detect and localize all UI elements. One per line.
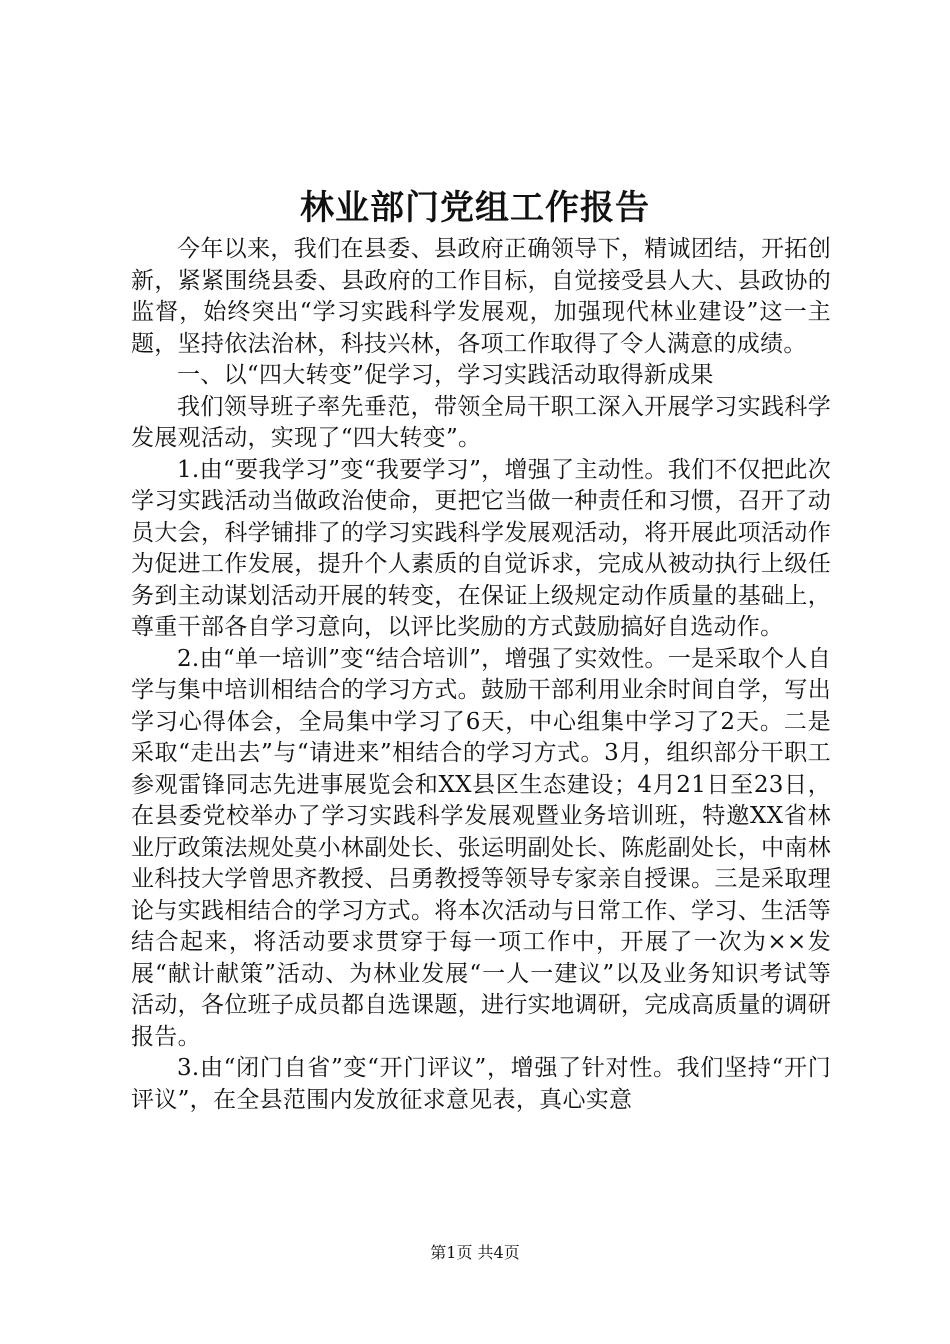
paragraph-item-2: 2.由“单一培训”变“结合培训”，增强了实效性。一是采取个人自学与集中培训相结合的学习方式。鼓励干部利用业余时间自学，写出学习心得体会，全局集中学习了6天，中心组集中学习了2天。二是采取“走出去”与“请进来”相结合的学习方式。3月，组织部分干职工参观雷锋同志先进事展览会和XX县区生态建设；4月21日至23日，在县委党校举办了学习实践科学发展观暨业务培训班，特邀XX省林业厅政策法规处莫小林副处长、张运明副处长、陈彪副处长，中南林业科技大学曾思齐教授、吕勇教授等领导专家亲自授课。三是采取理论与实践相结合的学习方式。将本次活动与日常工作、学习、生活等结合起来，将活动要求贯穿于每一项工作中，开展了一次为××发展“献计献策”活动、为林业发展“一人一建议”以及业务知识考试等活动，各位班子成员都自选课题，进行实地调研，完成高质量的调研报告。 <box>131 645 831 1050</box>
document-title: 林业部门党组工作报告 <box>300 188 650 228</box>
paragraph-item-1: 1.由“要我学习”变“我要学习”，增强了主动性。我们不仅把此次学习实践活动当做政治使命，更把它当做一种责任和习惯，召开了动员大会，科学铺排了的学习实践科学发展观活动，将开展此项活动作为促进工作发展，提升个人素质的自觉诉求，完成从被动执行上级任务到主动谋划活动开展的转变，在保证上级规定动作质量的基础上，尊重干部各自学习意向，以评比奖励的方式鼓励搞好自选动作。 <box>131 456 831 640</box>
paragraph-section-1-intro: 我们领导班子率先垂范，带领全局干职工深入开展学习实践科学发展观活动，实现了“四大转变”。 <box>131 393 831 451</box>
paragraph-intro: 今年以来，我们在县委、县政府正确领导下，精诚团结，开拓创新，紧紧围绕县委、县政府的工作目标，自觉接受县人大、县政协的监督，始终突出“学习实践科学发展观，加强现代林业建设”这一主题，坚持依法治林，科技兴林，各项工作取得了令人满意的成绩。 <box>131 236 831 357</box>
document-body <box>131 234 831 1116</box>
section-heading-1: 一、以“四大转变”促学习，学习实践活动取得新成果 <box>177 362 714 388</box>
page-footer: 第1页 共4页 <box>430 1243 520 1262</box>
paragraph-item-3: 3.由“闭门自省”变“开门评议”，增强了针对性。我们坚持“开门评议”，在全县范围内发放征求意见表，真心实意 <box>131 1055 831 1113</box>
